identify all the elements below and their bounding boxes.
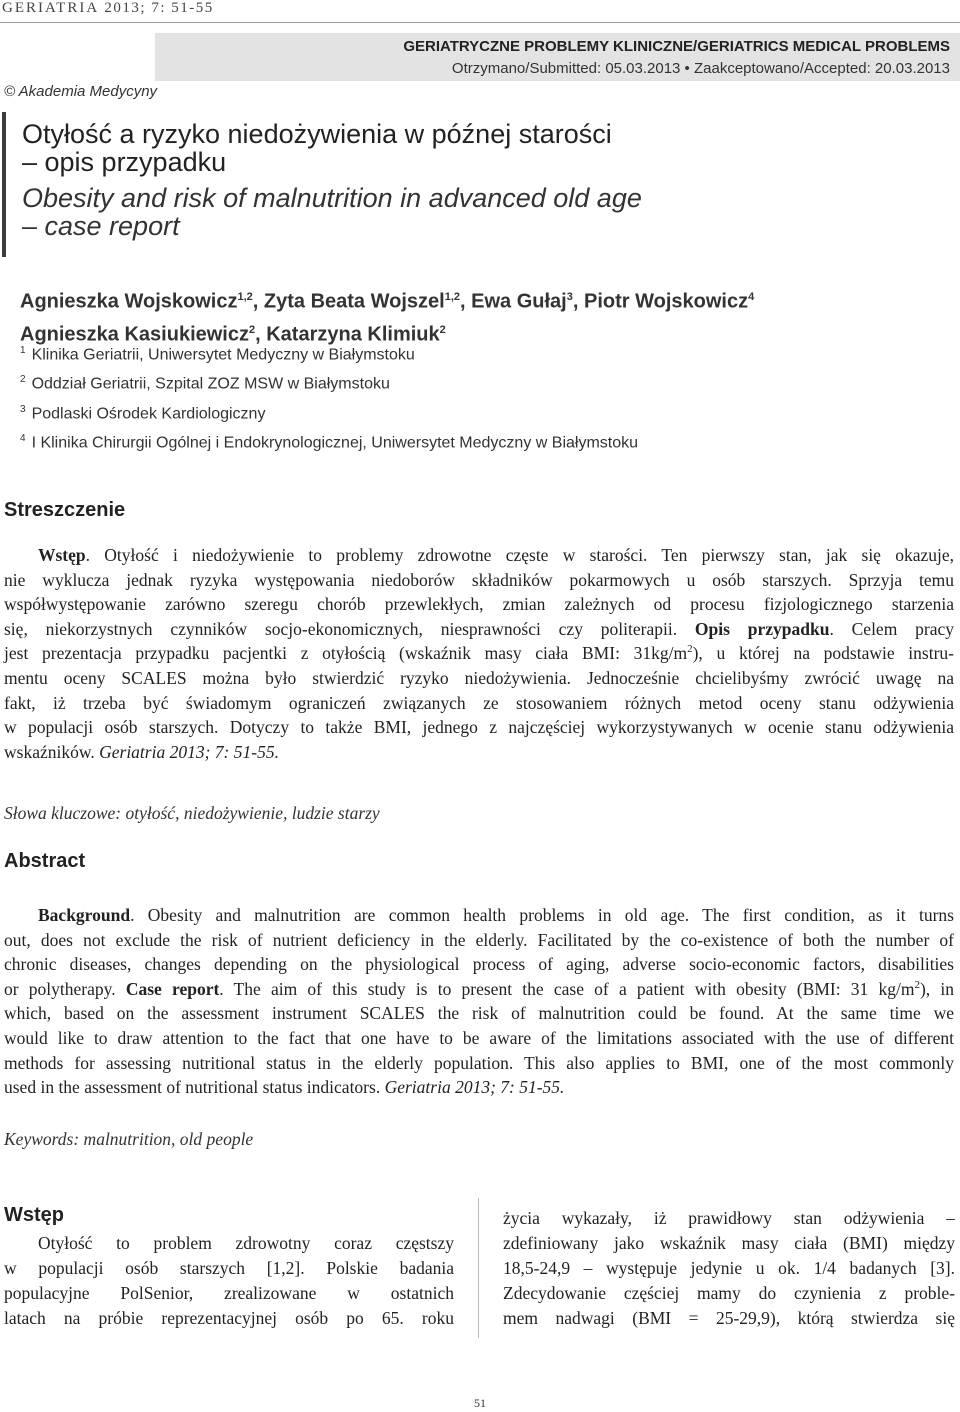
affiliation-number: 3: [20, 403, 26, 415]
text-run: . Celem pracy: [829, 618, 954, 639]
author-separator: ,: [255, 323, 267, 346]
text-line: [4, 715, 954, 740]
author-separator: ,: [460, 290, 472, 313]
author-name: Zyta Beata Wojszel: [263, 290, 445, 313]
author-name: Ewa Gułaj: [471, 290, 567, 313]
text-line: [4, 691, 954, 716]
text-run: nie wyklucza jednak ryzyka występowania niedoborów składników pokarmowych u osób starszych. Sprzyja temu: [4, 569, 954, 590]
text-run: out, does not exclude the risk of nutrient deficiency in the elderly. Facilitated by the co-existence of both the number of: [4, 929, 954, 950]
text-line: [4, 666, 954, 691]
text-line: 18,5-24,9 – występuje jedynie u ok. 1/4 badanych [3].: [503, 1258, 955, 1278]
affiliation-item: [20, 397, 638, 426]
affiliation-item: [20, 367, 638, 396]
author-affiliation-marker: 3: [566, 291, 573, 303]
text-line: [4, 1051, 954, 1076]
text-line: zdefiniowany jako wskaźnik masy ciała (BMI) między: [503, 1233, 955, 1253]
author-affiliation-marker: 1,2: [444, 291, 461, 303]
text-line: życia wykazały, iż prawidłowy stan odżywienia –: [503, 1208, 955, 1228]
affiliation-number: 2: [20, 374, 26, 386]
text-line: [4, 1001, 954, 1026]
abstract-heading: Abstract: [4, 850, 86, 872]
superscript: 2: [914, 978, 920, 991]
title-accent-bar: [2, 112, 6, 257]
text-run: . Otyłość i niedożywienie to problemy zdrowotne częste w starości. Ten pierwszy stan, jak się okazuje,: [85, 545, 954, 565]
citation: Geriatria 2013; 7: 51-55.: [384, 1077, 565, 1098]
header-divider: [0, 22, 960, 23]
text-run: or polytherapy.: [4, 978, 126, 999]
title-polish-line1: Otyłość a ryzyko niedożywienia w późnej starości: [22, 119, 612, 149]
text-run: ), u której na podstawie instru-: [692, 643, 954, 664]
text-run: ), in: [919, 978, 954, 999]
submission-dates: Otrzymano/Submitted: 05.03.2013 • Zaakceptowano/Accepted: 20.03.2013: [451, 60, 950, 77]
text-run: . The aim of this study is to present the case of a patient with obesity (BMI: 31 kg/m: [219, 978, 915, 999]
journal-header: [2, 0, 214, 17]
affiliation-number: 1: [20, 345, 26, 356]
author-name: Katarzyna Klimiuk: [266, 323, 440, 346]
affiliation-list: [20, 338, 638, 455]
text-run: which, based on the assessment instrument SCALES the risk of malnutrition could be found. At the same time we: [4, 1003, 954, 1024]
text-run: się, niekorzystnych czynników socjo-ekonomicznych, niesprawności czy politerapii.: [4, 618, 695, 639]
copyright-notice: © Akademia Medycyny: [4, 83, 158, 100]
affiliation-item: [20, 338, 638, 367]
page-number: 51: [474, 1396, 486, 1410]
text-line: [4, 543, 954, 568]
title-polish-line2: – opis przypadku: [22, 147, 227, 177]
text-run: would like to draw attention to the fact that one have to be aware of the limitations associated with the use of different: [4, 1027, 954, 1048]
text-line: Otyłość to problem zdrowotny coraz częstszy: [38, 1233, 454, 1253]
text-run: mentu oceny SCALES można było stwierdzić ryzyko niedożywienia. Jednocześnie chcielibyśmy zwrócić uwagę na: [4, 667, 954, 688]
wstep-heading: Wstęp: [4, 1204, 64, 1226]
text-line: [4, 568, 954, 593]
bold-term: Wstęp: [38, 545, 86, 565]
author-separator: ,: [252, 290, 264, 313]
streszczenie-heading: Streszczenie: [4, 499, 126, 521]
keywords-polish: Słowa kluczowe: otyłość, niedożywienie, ludzie starzy: [4, 803, 380, 823]
text-line: [4, 903, 954, 928]
text-run: methods for assessing nutritional status in the elderly population. This also applies to BMI, one of the most commonly: [4, 1052, 954, 1073]
title-english-line2: – case report: [22, 211, 180, 241]
text-line: [4, 592, 954, 617]
wstep-left-column: [4, 1231, 454, 1331]
author-name: Agnieszka Kasiukiewicz: [20, 323, 249, 346]
journal-issue: 2013; 7: 51-55: [104, 0, 214, 16]
text-run: w populacji osób starszych. Dotyczy to także BMI, jednego z najczęściej wykorzystywanych w ocenie stanu odżywienia: [4, 717, 954, 738]
text-line: latach na próbie reprezentacyjnej osób po 65. roku: [4, 1308, 454, 1328]
text-run: . Obesity and malnutrition are common health problems in old age. The first condition, as it turns: [130, 905, 954, 925]
author-affiliation-marker: 2: [248, 323, 256, 336]
superscript: 2: [687, 643, 693, 656]
text-line: w populacji osób starszych [1,2]. Polskie badania: [4, 1258, 454, 1278]
text-line: [4, 952, 954, 977]
text-line: mem nadwagi (BMI = 25-29,9), którą stwierdza się: [503, 1308, 955, 1328]
author-affiliation-marker: 2: [439, 323, 446, 336]
bold-term: Case report: [125, 978, 220, 999]
bold-term: Background: [38, 905, 131, 925]
author-affiliation-marker: 4: [748, 291, 755, 303]
text-line: [4, 740, 954, 765]
title-polish: [22, 120, 612, 176]
text-run: used in the assessment of nutritional status indicators.: [4, 1077, 385, 1098]
affiliation-text: I Klinika Chirurgii Ogólnej i Endokrynologicznej, Uniwersytet Medyczny w Białymstoku: [31, 434, 639, 452]
bold-term: Opis przypadku: [694, 618, 830, 639]
author-name: Piotr Wojskowicz: [583, 290, 749, 313]
keywords-english: Keywords: malnutrition, old people: [4, 1129, 254, 1149]
text-run: jest prezentacja przypadku pacjentki z otyłością (wskaźnik masy ciała BMI: 31kg/m: [4, 643, 688, 664]
text-line: Zdecydowanie częściej mamy do czynienia z proble-: [503, 1283, 955, 1303]
title-english: [22, 184, 642, 240]
text-run: fakt, iż trzeba być świadomym ograniczeń związanych ze stosowaniem różnych metod oceny stanu odżywienia: [4, 692, 954, 713]
text-line: [4, 1026, 954, 1051]
author-name: Agnieszka Wojskowicz: [20, 290, 238, 313]
column-divider: [478, 1198, 479, 1338]
affiliation-text: Podlaski Ośrodek Kardiologiczny: [31, 404, 266, 422]
affiliation-text: Oddział Geriatrii, Szpital ZOZ MSW w Białymstoku: [31, 375, 390, 393]
text-run: chronic diseases, changes depending on the physiological process of aging, adverse socio-economic factors, disabilities: [4, 954, 954, 975]
title-english-line1: Obesity and risk of malnutrition in advanced old age: [22, 183, 642, 213]
text-line: [4, 977, 954, 1002]
text-run: współwystępowanie zarówno szeregu chorób przewlekłych, zmian zależnych od procesu fizjologicznego starzenia: [4, 594, 954, 615]
text-run: wskaźników.: [4, 741, 100, 762]
text-line: [4, 641, 954, 666]
text-line: [4, 1075, 954, 1100]
author-separator: ,: [572, 290, 584, 313]
streszczenie-body: [4, 543, 954, 764]
abstract-body: [4, 903, 954, 1100]
affiliation-number: 4: [20, 432, 26, 444]
text-line: populacyjne PolSenior, zrealizowane w ostatnich: [4, 1283, 454, 1303]
article-category: GERIATRYCZNE PROBLEMY KLINICZNE/GERIATRICS MEDICAL PROBLEMS: [403, 38, 950, 55]
text-line: [4, 617, 954, 642]
affiliation-item: [20, 426, 638, 455]
affiliation-text: Klinika Geriatrii, Uniwersytet Medyczny w Białymstoku: [31, 346, 415, 364]
wstep-right-column: [503, 1206, 955, 1331]
journal-name: GERIATRIA: [2, 0, 100, 16]
text-line: [4, 928, 954, 953]
author-affiliation-marker: 1,2: [237, 291, 253, 303]
citation: Geriatria 2013; 7: 51-55.: [99, 741, 279, 762]
